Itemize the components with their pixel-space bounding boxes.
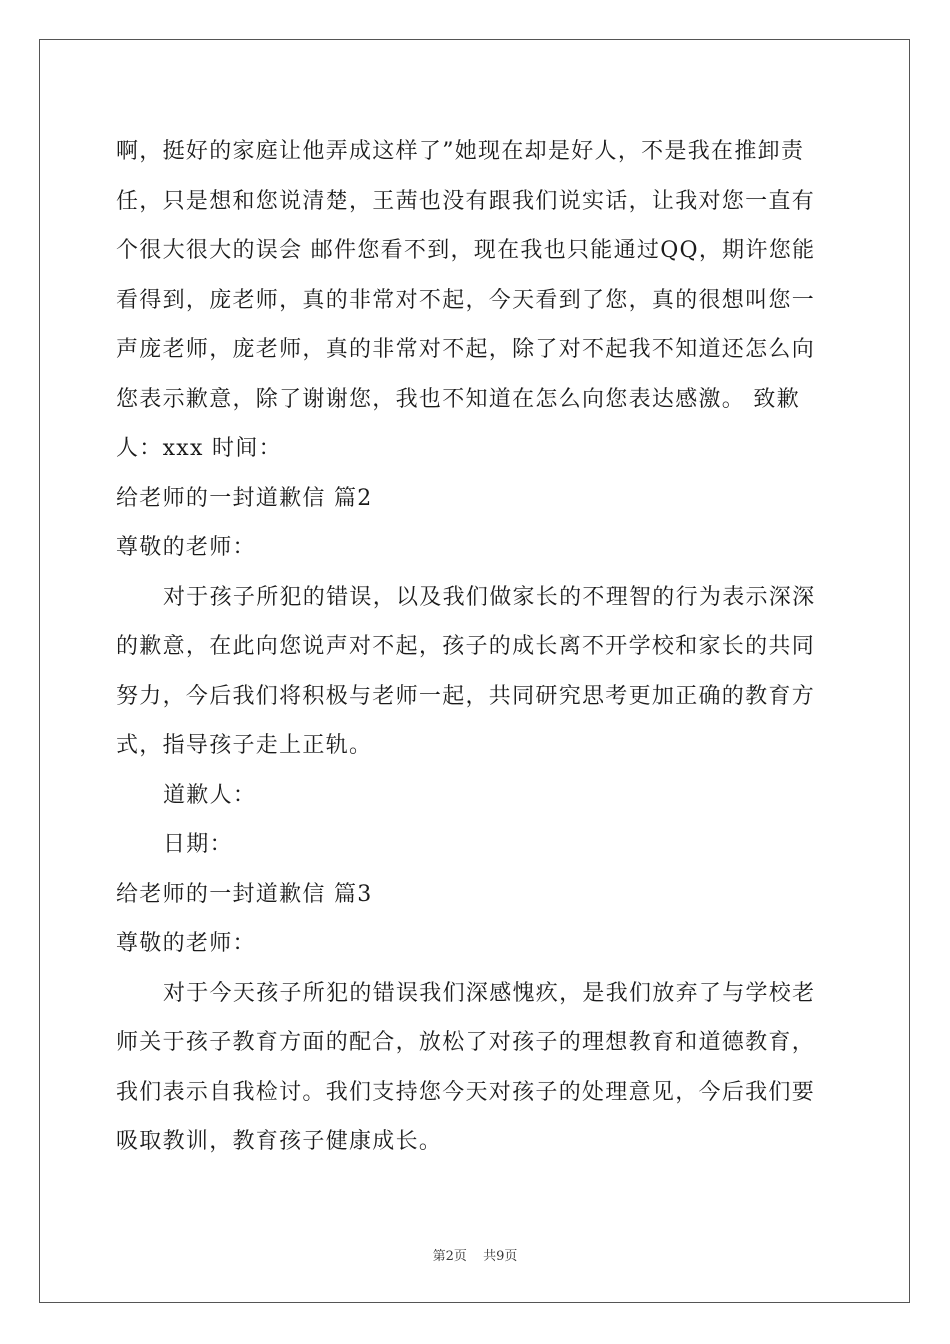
text-line: 吸取教训，教育孩子健康成长。 [116,1129,443,1154]
document-body [116,127,836,1167]
text-line: 任，只是想和您说清楚，王茜也没有跟我们说实话，让我对您一直有 [116,188,816,214]
text-line: 对于今天孩子所犯的错误我们深感愧疚，是我们放弃了与学校老 [163,980,816,1006]
text-line: 您表示歉意，除了谢谢您，我也不知道在怎么向您表达感激。 致歉 [116,386,800,412]
text-line: 给老师的一封道歉信 篇2 [116,485,373,511]
text-line: 式，指导孩子走上正轨。 [116,733,373,758]
text-line: 我们表示自我检讨。我们支持您今天对孩子的处理意见，今后我们要 [116,1079,816,1105]
text-line: 啊，挺好的家庭让他弄成这样了”她现在却是好人，不是我在推卸责 [116,139,805,164]
text-line: 对于孩子所犯的错误，以及我们做家长的不理智的行为表示深深 [163,584,816,610]
text-line: 给老师的一封道歉信 篇3 [116,881,373,907]
page-footer [0,1245,950,1264]
text-line: 尊敬的老师： [116,931,256,956]
text-line: 的歉意，在此向您说声对不起，孩子的成长离不开学校和家长的共同 [116,634,816,659]
text-line: 声庞老师，庞老师，真的非常对不起，除了对不起我不知道还怎么向 [116,337,816,362]
page-total: 共9页 [483,1249,518,1264]
page-number: 第2页 [432,1249,467,1264]
text-line: 努力，今后我们将积极与老师一起，共同研究思考更加正确的教育方 [116,683,816,709]
text-line: 师关于孩子教育方面的配合，放松了对孩子的理想教育和道德教育， [116,1030,816,1055]
text-line: 尊敬的老师： [116,535,256,560]
text-line: 个很大很大的误会 邮件您看不到，现在我也只能通过QQ，期许您能 [116,238,816,263]
text-line: 日期： [163,832,233,857]
text-line: 道歉人： [163,782,257,808]
text-line: 看得到，庞老师，真的非常对不起，今天看到了您，真的很想叫您一 [116,287,816,313]
text-line: 人：xxx 时间： [116,436,282,461]
